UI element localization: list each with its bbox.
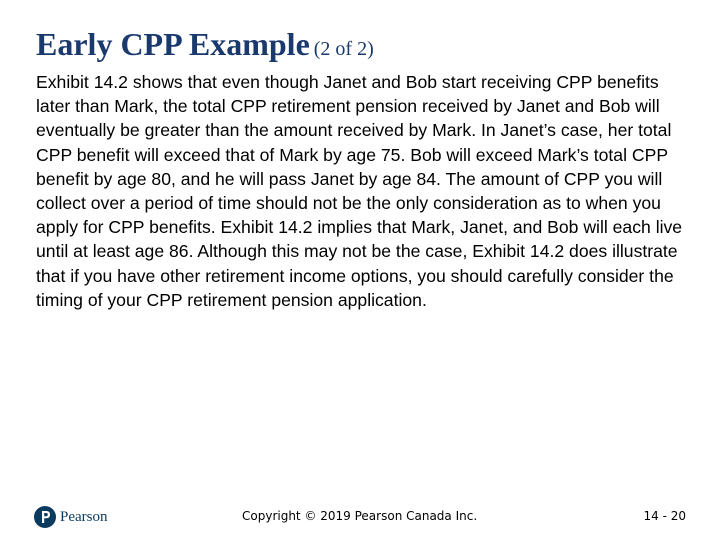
page-number: 14 - 20 (643, 509, 686, 523)
copyright-notice: Copyright © 2019 Pearson Canada Inc. (242, 509, 478, 523)
pearson-logo (34, 504, 108, 530)
slide-title (36, 26, 374, 63)
slide-body-text: Exhibit 14.2 shows that even though Janet and Bob start receiving CPP benefits later than Mark, the total CPP retirement pension received by Janet and Bob will eventually be greater than the amount received by Mark. In Janet’s case, her total CPP benefit will exceed that of Mark by age 75. Bob will exceed Mark’s total CPP benefit by age 80, and he will pass Janet by age 84. The amount of CPP you will collect over a period of time should not be the only consideration as to when you apply for CPP benefits. Exhibit 14.2 implies that Mark, Janet, and Bob will each live until at least age 86. Although this may not be the case, Exhibit 14.2 does illustrate that if you have other retirement income options, you should carefully consider the timing of your CPP retirement pension application. (36, 72, 683, 310)
slide-title-main: Early CPP Example (36, 26, 310, 62)
pearson-logo-text: Pearson (60, 508, 108, 525)
slide-title-sub: (2 of 2) (313, 38, 374, 60)
pearson-logo-icon (34, 506, 56, 528)
